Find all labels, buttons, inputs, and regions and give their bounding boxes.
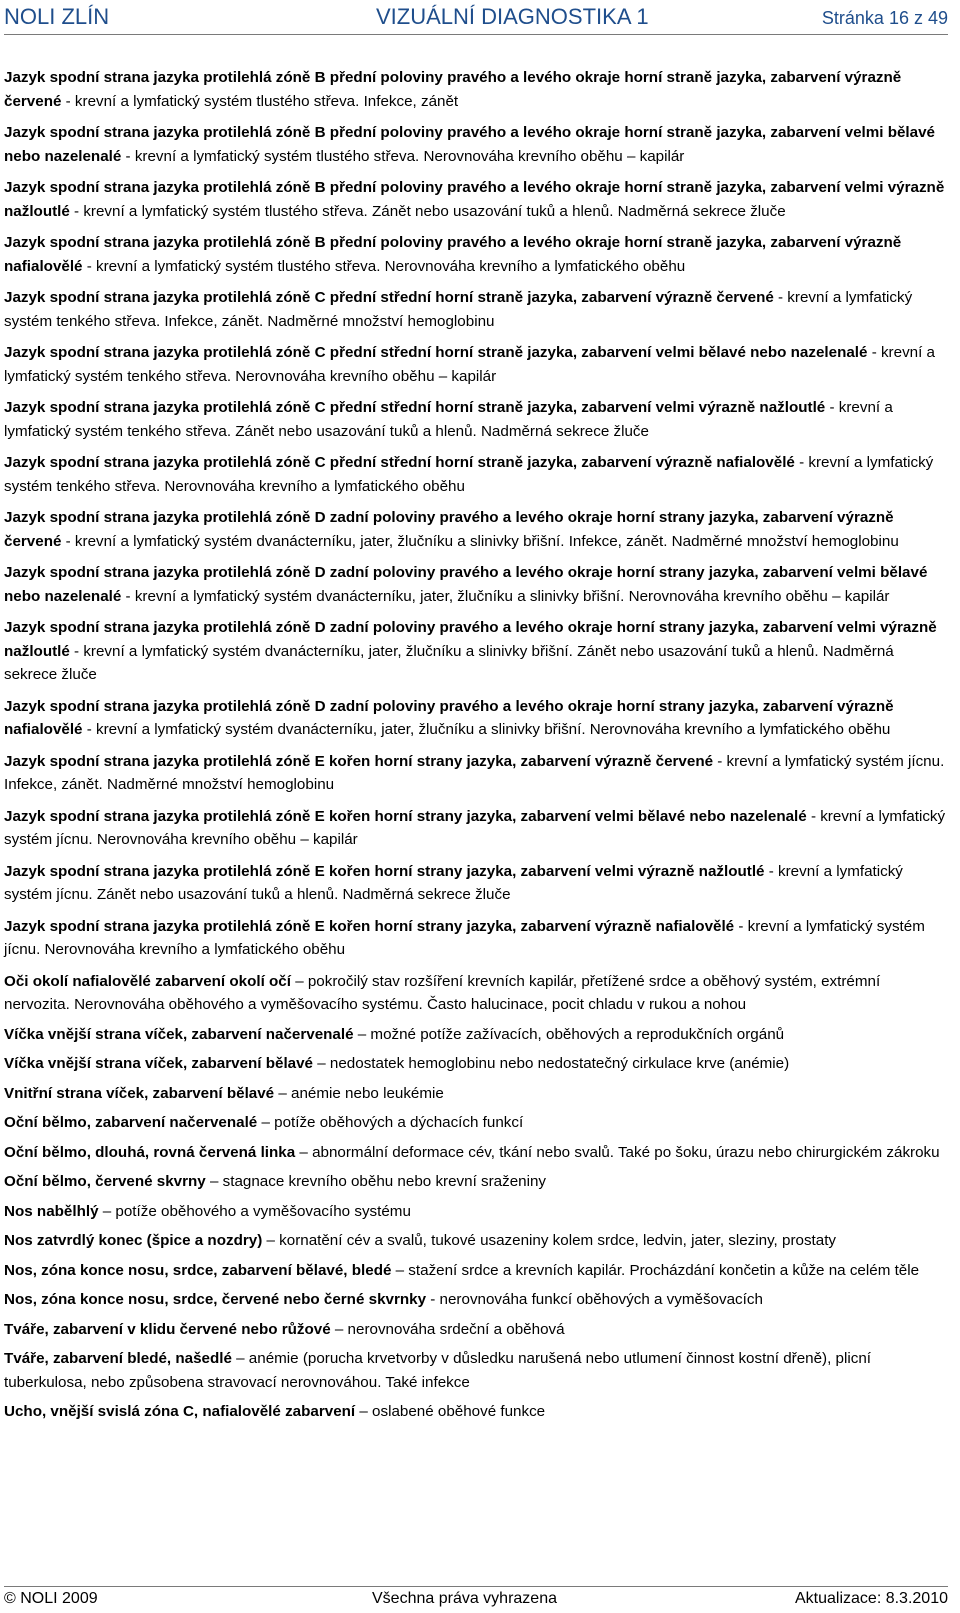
- entry-term: Jazyk spodní strana jazyka protilehlá zóně D zadní poloviny pravého a levého okraje horní strany jazyka, zabarvení velmi bělavé nebo nazelenalé: [4, 564, 928, 605]
- entry-paragraph: [4, 341, 946, 388]
- entry-term: Jazyk spodní strana jazyka protilehlá zóně C přední střední horní straně jazyka, zabarvení výrazně nafialovělé: [4, 454, 795, 471]
- entry-term: Jazyk spodní strana jazyka protilehlá zóně E kořen horní strany jazyka, zabarvení výrazně nafialovělé: [4, 917, 735, 935]
- entry-paragraph: [4, 1082, 946, 1106]
- entry-description: – nedostatek hemoglobinu nebo nedostatečný cirkulace krve (anémie): [313, 1055, 790, 1072]
- entry-description: - krevní a lymfatický systém tlustého střeva. Nerovnováha krevního a lymfatického oběhu: [82, 257, 686, 275]
- entry-term: Jazyk spodní strana jazyka protilehlá zóně B přední poloviny pravého a levého okraje horní straně jazyka, zabarvení velmi bělavé nebo nazelenalé: [4, 124, 935, 165]
- entry-description: - krevní a lymfatický systém dvanácterníku, jater, žlučníku a slinivky břišní. Infekce, zánět. Nadměrné množství hemoglobinu: [61, 532, 899, 550]
- entry-paragraph: [4, 1023, 946, 1047]
- entry-description: - krevní a lymfatický systém tenkého střeva. Nerovnováha krevního a lymfatického oběhu: [4, 454, 934, 495]
- entry-term: Oční bělmo, dlouhá, rovná červená linka: [4, 1143, 296, 1161]
- entry-description: - nerovnováha funkcí oběhových a vyměšovacích: [426, 1291, 763, 1308]
- entry-paragraph: [4, 1347, 946, 1394]
- entry-paragraph: [4, 1288, 946, 1312]
- entry-description: - krevní a lymfatický systém tlustého střeva. Infekce, zánět: [61, 92, 459, 110]
- entry-description: - krevní a lymfatický systém jícnu. Nerovnováha krevního a lymfatického oběhu: [4, 917, 925, 958]
- entry-description: – anémie (porucha krvetvorby v důsledku narušená nebo utlumení činnost kostní dřeně), plicní tuberkulosa, nebo způsobena stravovací nerovnováhou. Také infekce: [4, 1350, 871, 1391]
- entry-term: Tváře, zabarvení bledé, našedlé: [4, 1350, 232, 1367]
- entry-paragraph: [4, 750, 946, 797]
- entry-paragraph: [4, 1052, 946, 1076]
- entry-description: – nerovnováha srdeční a oběhová: [330, 1320, 565, 1338]
- entry-term: Nos nabělhlý: [4, 1202, 99, 1220]
- entry-term: Jazyk spodní strana jazyka protilehlá zóně B přední poloviny pravého a levého okraje horní straně jazyka, zabarvení velmi výrazně nažloutlé: [4, 179, 945, 220]
- entry-paragraph: [4, 396, 946, 443]
- entry-term: Víčka vnější strana víček, zabarvení načervenalé: [4, 1025, 354, 1043]
- entry-paragraph: [4, 970, 946, 1017]
- entry-term: Jazyk spodní strana jazyka protilehlá zóně D zadní poloviny pravého a levého okraje horní strany jazyka, zabarvení velmi výrazně nažloutlé: [4, 619, 937, 660]
- entry-description: - krevní a lymfatický systém tenkého střeva. Infekce, zánět. Nadměrné množství hemoglobinu: [4, 289, 913, 330]
- entry-term: Jazyk spodní strana jazyka protilehlá zóně D zadní poloviny pravého a levého okraje horní strany jazyka, zabarvení výrazně nafialovělé: [4, 697, 894, 738]
- entry-paragraph: [4, 66, 946, 113]
- entry-paragraph: [4, 915, 946, 962]
- document-body: [4, 66, 946, 1430]
- update-date: Aktualizace: 8.3.2010: [795, 1590, 948, 1607]
- rights-notice: Všechna práva vyhrazena: [372, 1590, 557, 1607]
- entry-term: Ucho, vnější svislá zóna C, nafialovělé zabarvení: [4, 1403, 356, 1420]
- entry-term: Jazyk spodní strana jazyka protilehlá zóně C přední střední horní straně jazyka, zabarvení výrazně červené: [4, 289, 774, 306]
- entry-description: – kornatění cév a svalů, tukové usazeniny kolem srdce, ledvin, jater, sleziny, prostaty: [262, 1232, 837, 1249]
- entry-paragraph: [4, 231, 946, 278]
- entry-term: Jazyk spodní strana jazyka protilehlá zóně C přední střední horní straně jazyka, zabarvení velmi bělavé nebo nazelenalé: [4, 344, 868, 361]
- entry-term: Oční bělmo, zabarvení načervenalé: [4, 1114, 258, 1131]
- page-number: Stránka 16 z 49: [821, 8, 948, 28]
- entry-description: - krevní a lymfatický systém jícnu. Infekce, zánět. Nadměrné množství hemoglobinu: [4, 752, 945, 793]
- entry-paragraph: [4, 286, 946, 333]
- entry-term: Jazyk spodní strana jazyka protilehlá zóně E kořen horní strany jazyka, zabarvení výrazně červené: [4, 752, 714, 770]
- entry-term: Jazyk spodní strana jazyka protilehlá zóně B přední poloviny pravého a levého okraje horní straně jazyka, zabarvení výrazně červené: [4, 69, 902, 110]
- entry-term: Nos, zóna konce nosu, srdce, červené nebo černé skvrnky: [4, 1291, 427, 1308]
- entry-description: – možné potíže zažívacích, oběhových a reprodukčních orgánů: [353, 1025, 785, 1043]
- copyright-notice: © NOLI 2009: [4, 1590, 98, 1607]
- entry-description: – potíže oběhového a vyměšovacího systému: [98, 1202, 411, 1220]
- entry-paragraph: [4, 860, 946, 907]
- entry-description: – oslabené oběhové funkce: [355, 1403, 546, 1420]
- entry-paragraph: [4, 1400, 946, 1424]
- entry-paragraph: [4, 561, 946, 608]
- entry-paragraph: [4, 451, 946, 498]
- entry-term: Jazyk spodní strana jazyka protilehlá zóně E kořen horní strany jazyka, zabarvení velmi výrazně nažloutlé: [4, 862, 765, 880]
- entry-paragraph: [4, 506, 946, 553]
- entry-paragraph: [4, 805, 946, 852]
- brand-name: NOLI ZLÍN: [4, 4, 110, 29]
- entry-term: Jazyk spodní strana jazyka protilehlá zóně D zadní poloviny pravého a levého okraje horní strany jazyka, zabarvení výrazně červené: [4, 509, 894, 550]
- entry-paragraph: [4, 1200, 946, 1224]
- entry-description: - krevní a lymfatický systém dvanácterníku, jater, žlučníku a slinivky břišní. Nerovnováha krevního oběhu – kapilár: [121, 587, 890, 605]
- entry-term: Nos, zóna konce nosu, srdce, zabarvení bělavé, bledé: [4, 1261, 392, 1279]
- entry-term: Jazyk spodní strana jazyka protilehlá zóně B přední poloviny pravého a levého okraje horní straně jazyka, zabarvení výrazně nafialovělé: [4, 234, 902, 275]
- entry-description: - krevní a lymfatický systém tenkého střeva. Zánět nebo usazování tuků a hlenů. Nadměrná sekrece žluče: [4, 399, 893, 440]
- entry-description: - krevní a lymfatický systém tlustého střeva. Nerovnováha krevního oběhu – kapilár: [121, 147, 685, 165]
- entry-term: Nos zatvrdlý konec (špice a nozdry): [4, 1232, 263, 1249]
- entry-paragraph: [4, 1170, 946, 1194]
- entry-term: Vnitřní strana víček, zabarvení bělavé: [4, 1084, 275, 1102]
- entry-paragraph: [4, 1259, 946, 1283]
- entry-paragraph: [4, 1111, 946, 1135]
- document-title: VIZUÁLNÍ DIAGNOSTIKA 1: [376, 4, 649, 29]
- entry-term: Oči okolí nafialovělé zabarvení okolí očí: [4, 972, 291, 990]
- entry-description: – anémie nebo leukémie: [274, 1084, 444, 1102]
- entry-description: - krevní a lymfatický systém dvanácterníku, jater, žlučníku a slinivky břišní. Nerovnováha krevního a lymfatického oběhu: [82, 721, 891, 738]
- entry-term: Oční bělmo, červené skvrny: [4, 1173, 206, 1190]
- entry-paragraph: [4, 121, 946, 168]
- entry-paragraph: [4, 1318, 946, 1342]
- entry-paragraph: [4, 176, 946, 223]
- entry-term: Jazyk spodní strana jazyka protilehlá zóně E kořen horní strany jazyka, zabarvení velmi bělavé nebo nazelenalé: [4, 807, 807, 825]
- page-footer: [4, 1586, 948, 1613]
- entry-description: – stagnace krevního oběhu nebo krevní sraženiny: [205, 1173, 547, 1190]
- entry-description: – potíže oběhových a dýchacích funkcí: [257, 1114, 524, 1131]
- entry-term: Víčka vnější strana víček, zabarvení bělavé: [4, 1055, 314, 1072]
- entry-description: - krevní a lymfatický systém dvanácterníku, jater, žlučníku a slinivky břišní. Zánět nebo usazování tuků a hlenů. Nadměrná sekrece žluče: [4, 642, 894, 683]
- entry-description: - krevní a lymfatický systém tlustého střeva. Zánět nebo usazování tuků a hlenů. Nadměrná sekrece žluče: [69, 202, 786, 220]
- entry-description: - krevní a lymfatický systém jícnu. Nerovnováha krevního oběhu – kapilár: [4, 807, 946, 848]
- entry-description: - krevní a lymfatický systém jícnu. Zánět nebo usazování tuků a hlenů. Nadměrná sekrece žluče: [4, 862, 903, 903]
- page-header: [4, 2, 948, 35]
- entry-description: – stažení srdce a krevních kapilár. Procházdání končetin a kůže na celém těle: [391, 1261, 920, 1279]
- entry-paragraph: [4, 1229, 946, 1253]
- entry-description: - krevní a lymfatický systém tenkého střeva. Nerovnováha krevního oběhu – kapilár: [4, 344, 935, 385]
- entry-paragraph: [4, 616, 946, 687]
- entry-paragraph: [4, 1141, 946, 1165]
- entry-term: Jazyk spodní strana jazyka protilehlá zóně C přední střední horní straně jazyka, zabarvení velmi výrazně nažloutlé: [4, 399, 826, 416]
- entry-term: Tváře, zabarvení v klidu červené nebo růžové: [4, 1320, 331, 1338]
- entry-description: – pokročilý stav rozšíření krevních kapilár, přetížené srdce a oběhový systém, extrémní nervozita. Nerovnováha oběhového a vyměšovacího systému. Často halucinace, pocit chladu v rukou a nohou: [4, 972, 881, 1013]
- entry-description: – abnormální deformace cév, tkání nebo svalů. Také po šoku, úrazu nebo chirurgickém zákroku: [295, 1143, 940, 1161]
- entry-paragraph: [4, 695, 946, 742]
